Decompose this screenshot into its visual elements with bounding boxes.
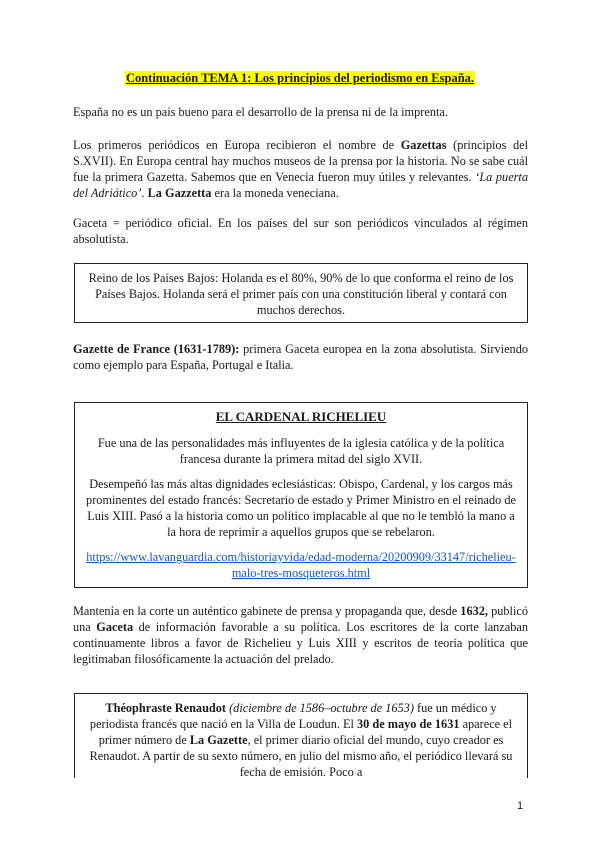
page-number: 1 — [517, 800, 524, 812]
renaudot-box — [74, 693, 528, 778]
richelieu-link[interactable]: https://www.lavanguardia.com/historiayvida/edad-moderna/20200909/33147/richelieu-malo-tres-mosqueteros.html — [86, 550, 516, 580]
page-title: Continuación TEMA 1: Los principios del periodismo en España. — [125, 71, 475, 85]
gazettas-paragraph: Los primeros periódicos en Europa recibieron el nombre de Gazettas (principios del S.XVII). En Europa central hay muchos museos de la prensa por la historia. No se sabe cuál fue la primera Gazetta. Sabemos que en Venecia fueron muy útiles y relevantes. ‘La puerta del Adriático’. La Gazzetta era la moneda veneciana. — [73, 138, 528, 200]
gazette-france-paragraph: Gazette de France (1631-1789): primera Gaceta europea en la zona absolutista. Sirviendo como ejemplo para España, Portugal e Italia. — [73, 342, 528, 372]
richelieu-heading: EL CARDENAL RICHELIEU — [215, 409, 387, 424]
richelieu-box — [74, 402, 528, 588]
renaudot-text: Théophraste Renaudot (diciembre de 1586–octubre de 1653) fue un médico y periodista francés que nació en la Villa de Loudun. El 30 de mayo de 1631 aparece el primer número de La Gazette, el primer diario oficial del mundo, cuyo creador es Renaudot. A partir de su sexto número, en julio del mismo año, el periódico llevará su fecha de emisión. Poco a — [89, 701, 513, 779]
gaceta-paragraph: Gaceta = periódico oficial. En los países del sur son periódicos vinculados al régimen absolutista. — [73, 216, 528, 246]
paises-bajos-box — [74, 263, 528, 323]
richelieu-link-line — [83, 549, 519, 581]
gabinete-prensa-paragraph: Mantenía en la corte un auténtico gabinete de prensa y propaganda que, desde 1632, publicó una Gaceta de información favorable a su política. Los escritores de la corte lanzaban continuamente libros a favor de Richelieu y Luis XIII y escritos de teoría política que legitimaban filosóficamente la actuación del prelado. — [73, 604, 528, 666]
richelieu-text-1: Fue una de las personalidades más influyentes de la iglesia católica y de la política francesa durante la primera mitad del siglo XVII. — [97, 436, 505, 466]
richelieu-text-2: Desempeñó las más altas dignidades eclesiásticas: Obispo, Cardenal, y los cargos más prominentes del estado francés: Secretario de estado y Primer Ministro en el reinado de Luis XIII. Pasó a la historia como un político implacable al que no le tembló la mano a la hora de reprimir a aquellos grupos que se rebelaron. — [86, 477, 516, 539]
intro-paragraph: España no es un país bueno para el desarrollo de la prensa ni de la imprenta. — [73, 105, 448, 119]
paises-bajos-text: Reino de los Países Bajos: Holanda es el 80%, 90% de lo que conforma el reino de los Países Bajos. Holanda será el primer país con una constitución liberal y contará con muchos derechos. — [88, 271, 514, 317]
